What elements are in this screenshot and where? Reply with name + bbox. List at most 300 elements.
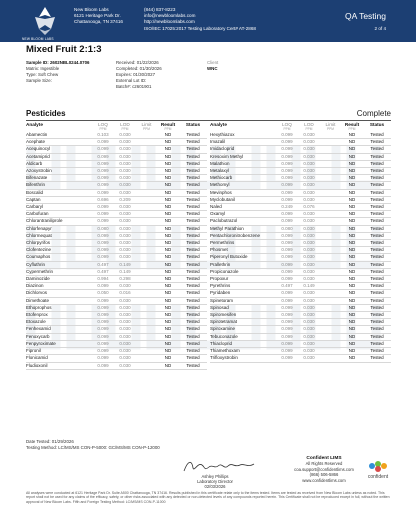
status-cell: Tested (370, 225, 384, 231)
limit-cell (136, 232, 157, 239)
page-number: 2 of 4 (374, 26, 386, 31)
table-row (210, 283, 391, 290)
table-row (210, 225, 391, 232)
table-row (210, 290, 391, 297)
analyte-cell: Bifenazate (26, 175, 48, 181)
status-cell: Tested (186, 247, 200, 253)
analyte-cell: Malathion (210, 160, 230, 166)
status-cell: Tested (370, 146, 384, 152)
loq-cell: 0.099 (281, 340, 293, 346)
sample-id: 2602NBL0244.0706 (49, 60, 90, 65)
analyte-cell: Azoxystrobin (26, 168, 52, 174)
table-header-row (26, 122, 207, 132)
lod-cell: 0.030 (303, 160, 315, 166)
limit-cell (136, 196, 157, 203)
status-cell: Tested (370, 153, 384, 159)
table-header-row (210, 122, 391, 132)
confident-logo-text: confident (367, 474, 389, 480)
analyte-cell: Tebuconazole (210, 333, 238, 339)
table-row (210, 319, 391, 326)
result-cell: ND (348, 254, 356, 260)
lod-cell: 0.030 (303, 304, 315, 310)
limit-cell (320, 297, 341, 304)
analyte-cell: Chlorpyrifos (26, 240, 51, 246)
status-cell: Tested (186, 254, 200, 260)
analyte-cell: Thiamethoxam (210, 348, 240, 354)
testing-info (26, 439, 160, 450)
result-cell: ND (164, 232, 172, 238)
lod-cell: 0.030 (303, 276, 315, 282)
limit-cell (136, 304, 157, 311)
lab-contact (144, 7, 256, 32)
analyte-cell: Fenpyroximate (26, 340, 56, 346)
lims-phone: (866) 506-5866 (309, 472, 339, 478)
limit-cell (136, 160, 157, 167)
status-cell: Tested (370, 247, 384, 253)
analyte-cell: Etofenprox (26, 312, 48, 318)
limit-cell (136, 268, 157, 275)
table-row (26, 348, 207, 355)
client-label: Client (207, 60, 219, 65)
batch-number: Batch#: c2601901 (116, 84, 152, 89)
limit-cell (136, 240, 157, 247)
analyte-cell: Spiroxamine (210, 326, 236, 332)
loq-cell: 0.099 (281, 297, 293, 303)
result-cell: ND (348, 304, 356, 310)
result-cell: ND (348, 132, 356, 137)
analyte-cell: Prallethrin (210, 261, 231, 267)
table-row (26, 175, 207, 182)
section-divider (26, 120, 391, 121)
analyte-cell: Imidacloprid (210, 146, 235, 152)
limit-cell (320, 268, 341, 275)
col-limit: Limit PPM (325, 122, 336, 132)
limit-cell (136, 247, 157, 254)
limit-cell (136, 276, 157, 283)
status-cell: Tested (186, 319, 200, 325)
lod-cell: 0.030 (303, 319, 315, 325)
analyte-cell: Fludioxonil (26, 362, 48, 368)
table-row (210, 218, 391, 225)
document-title: QA Testing (345, 11, 386, 21)
result-cell: ND (164, 283, 172, 289)
analyte-cell: Bifenthrin (26, 182, 46, 188)
loq-cell: 0.099 (97, 232, 109, 238)
result-cell: ND (348, 348, 356, 354)
col-result: Result PPM (344, 122, 360, 132)
lod-cell: 0.030 (119, 326, 131, 332)
loq-cell: 0.099 (97, 362, 109, 368)
analyte-cell: Ethoprophos (26, 304, 52, 310)
analyte-cell: Carbofuran (26, 211, 49, 217)
table-row (26, 276, 207, 283)
loq-cell: 0.994 (97, 276, 109, 282)
loq-cell: 0.099 (281, 254, 293, 260)
analyte-cell: Spinetoram (210, 297, 234, 303)
table-row (210, 204, 391, 211)
result-cell: ND (164, 297, 172, 303)
loq-cell: 0.099 (281, 196, 293, 202)
limit-cell (320, 319, 341, 326)
limit-cell (320, 160, 341, 167)
testing-method: Testing Method: LC/MS/MS CON-P-5000: GC/MS/MS CON-P-12000 (26, 444, 160, 450)
status-cell: Tested (186, 175, 200, 181)
loq-cell: 0.099 (281, 290, 293, 296)
status-cell: Tested (186, 362, 200, 368)
status-cell: Tested (370, 132, 384, 137)
logo-text: NEW BLOOM LABS (22, 37, 54, 41)
table-row (26, 312, 207, 319)
analyte-cell: Pyridaben (210, 290, 231, 296)
result-cell: ND (164, 196, 172, 202)
table-row (210, 232, 391, 239)
lod-cell: 0.209 (119, 196, 131, 202)
lod-cell: 0.030 (119, 333, 131, 339)
result-cell: ND (164, 211, 172, 217)
table-row (26, 146, 207, 153)
result-cell: ND (348, 283, 356, 289)
email: info@newbloomlabs.com (144, 13, 196, 19)
result-cell: ND (348, 290, 356, 296)
limit-cell (136, 182, 157, 189)
result-cell: ND (348, 240, 356, 246)
table-row (210, 240, 391, 247)
loq-cell: 0.497 (281, 283, 293, 289)
table-row (210, 132, 391, 139)
loq-cell: 0.099 (97, 340, 109, 346)
result-cell: ND (348, 160, 356, 166)
loq-cell: 0.497 (97, 268, 109, 274)
limit-cell (136, 146, 157, 153)
status-cell: Tested (370, 268, 384, 274)
lod-cell: 0.149 (303, 283, 315, 289)
loq-cell: 0.099 (281, 153, 293, 159)
status-cell: Tested (186, 218, 200, 224)
result-cell: ND (164, 225, 172, 231)
table-row (26, 211, 207, 218)
result-cell: ND (348, 326, 356, 332)
lod-cell: 0.030 (119, 211, 131, 217)
col-lod: LOD PPM (304, 122, 314, 132)
status-cell: Tested (370, 204, 384, 210)
status-cell: Tested (186, 168, 200, 174)
status-cell: Tested (370, 240, 384, 246)
analyte-cell: Boscalid (26, 189, 44, 195)
status-cell: Tested (370, 290, 384, 296)
lod-cell: 0.030 (119, 204, 131, 210)
result-cell: ND (164, 326, 172, 332)
table-row (210, 304, 391, 311)
status-cell: Tested (186, 153, 200, 159)
loq-cell: 0.099 (97, 168, 109, 174)
status-cell: Tested (370, 304, 384, 310)
result-cell: ND (348, 211, 356, 217)
status-cell: Tested (370, 276, 384, 282)
lod-cell: 0.030 (119, 355, 131, 361)
lod-cell: 0.030 (303, 132, 315, 137)
loq-cell: 0.099 (281, 139, 293, 145)
loq-cell: 0.103 (97, 132, 109, 137)
limit-cell (136, 189, 157, 196)
external-lot: External Lot ID: (116, 78, 147, 83)
table-row (210, 276, 391, 283)
result-cell: ND (164, 319, 172, 325)
lod-cell: 0.030 (303, 211, 315, 217)
result-cell: ND (164, 175, 172, 181)
table-row (210, 182, 391, 189)
limit-cell (136, 319, 157, 326)
signer-block (170, 474, 260, 490)
lod-cell: 0.030 (119, 283, 131, 289)
loq-cell: 0.099 (97, 283, 109, 289)
loq-cell: 0.099 (97, 218, 109, 224)
loq-cell: 0.080 (281, 225, 293, 231)
result-cell: ND (348, 146, 356, 152)
lod-cell: 0.030 (119, 175, 131, 181)
result-cell: ND (164, 204, 172, 210)
lod-cell: 0.030 (303, 254, 315, 260)
loq-cell: 0.099 (281, 247, 293, 253)
table-row (26, 139, 207, 146)
address-line-2: Chattanooga, TN 37416 (74, 19, 123, 25)
status-cell: Tested (186, 326, 200, 332)
table-row (26, 189, 207, 196)
sample-size: Sample Size: (26, 78, 52, 83)
table-row (26, 254, 207, 261)
limit-cell (320, 189, 341, 196)
limit-cell (136, 362, 157, 369)
result-cell: ND (348, 268, 356, 274)
lab-address (74, 7, 123, 26)
table-row (26, 297, 207, 304)
analyte-cell: Metalaxyl (210, 168, 230, 174)
result-cell: ND (348, 204, 356, 210)
analyte-cell: Hexythiazox (210, 132, 235, 137)
website: http://newbloomlabs.com (144, 19, 195, 25)
loq-cell: 0.099 (97, 204, 109, 210)
analyte-cell: Captan (26, 196, 41, 202)
sample-info (26, 60, 89, 84)
loq-cell: 0.099 (281, 160, 293, 166)
result-cell: ND (164, 276, 172, 282)
result-cell: ND (164, 189, 172, 195)
result-cell: ND (348, 319, 356, 325)
loq-cell: 0.099 (97, 240, 109, 246)
pesticides-table-right (210, 122, 391, 363)
completed-date: Completed: 01/30/2026 (116, 66, 162, 71)
lod-cell: 0.030 (119, 247, 131, 253)
result-cell: ND (164, 348, 172, 354)
loq-cell: 0.099 (97, 146, 109, 152)
analyte-cell: Spinosad (210, 304, 229, 310)
loq-cell: 0.099 (97, 312, 109, 318)
analyte-cell: Naled (210, 204, 222, 210)
lod-cell: 0.030 (303, 175, 315, 181)
limit-cell (320, 146, 341, 153)
result-cell: ND (348, 182, 356, 188)
disclaimer: All analyses were conducted at 6121 Heritage Park Dr. Suite A500 Chattanooga, TN 37416. Results published in this certificate relate only to the items tested. Items are tested as received from New Bloom Labs unless as noted. This report shall not be used for any claims of the efficacy, safety, or other risks associated with any detected or non-detected levels of any compounds reported herein. This Certificate shall not be reproduced except in full, without the written approval of New Bloom Labs. Fifth and Foreign Testing Method: LC/MS/MS CON-P-11000 (26, 491, 390, 504)
status-cell: Tested (186, 240, 200, 246)
result-cell: ND (164, 261, 172, 267)
accreditation: ISO/IEC 17025:2017 Testing Laboratory Cert# AT-2868 (144, 25, 256, 31)
address-line-1: 6121 Heritage Park Dr. (74, 13, 121, 19)
status-cell: Tested (370, 340, 384, 346)
status-cell: Tested (186, 139, 200, 145)
result-cell: ND (164, 182, 172, 188)
limit-cell (320, 218, 341, 225)
table-row (210, 333, 391, 340)
result-cell: ND (164, 146, 172, 152)
loq-cell: 0.099 (97, 160, 109, 166)
analyte-cell: Daminozide (26, 276, 50, 282)
lod-cell: 0.030 (119, 297, 131, 303)
status-cell: Tested (186, 182, 200, 188)
loq-cell: 0.099 (97, 211, 109, 217)
lod-cell: 0.030 (119, 189, 131, 195)
phone: (844) 837-8223 (144, 7, 176, 12)
result-cell: ND (348, 312, 356, 318)
lod-cell: 0.030 (119, 153, 131, 159)
loq-cell: 0.099 (281, 240, 293, 246)
limit-cell (136, 340, 157, 347)
result-cell: ND (348, 218, 356, 224)
lod-cell: 0.149 (119, 261, 131, 267)
limit-cell (136, 326, 157, 333)
result-cell: ND (348, 225, 356, 231)
lod-cell: 0.030 (303, 312, 315, 318)
limit-cell (320, 254, 341, 261)
header-band (0, 0, 416, 42)
status-cell: Tested (370, 283, 384, 289)
analyte-cell: Thiacloprid (210, 340, 233, 346)
analyte-cell: Oxamyl (210, 211, 226, 217)
limit-cell (320, 312, 341, 319)
table-row (210, 312, 391, 319)
loq-cell: 0.099 (281, 312, 293, 318)
table-row (210, 348, 391, 355)
status-cell: Tested (186, 333, 200, 339)
lod-cell: 0.030 (119, 319, 131, 325)
table-row (210, 189, 391, 196)
lod-cell: 0.030 (119, 348, 131, 354)
status-cell: Tested (370, 355, 384, 361)
analyte-cell: Carbaryl (26, 204, 44, 210)
status-cell: Tested (370, 232, 384, 238)
lod-cell: 0.030 (303, 297, 315, 303)
loq-cell: 0.099 (281, 268, 293, 274)
limit-cell (320, 168, 341, 175)
lod-cell: 0.030 (303, 268, 315, 274)
limit-cell (136, 175, 157, 182)
loq-cell: 0.099 (281, 132, 293, 137)
received-date: Received: 01/22/2026 (116, 60, 159, 65)
lod-cell: 0.030 (303, 139, 315, 145)
lod-cell: 0.030 (303, 189, 315, 195)
loq-cell: 0.099 (281, 304, 293, 310)
status-cell: Tested (186, 340, 200, 346)
limit-cell (320, 340, 341, 347)
table-row (26, 290, 207, 297)
loq-cell: 0.099 (97, 153, 109, 159)
limit-cell (320, 304, 341, 311)
limit-cell (320, 211, 341, 218)
lod-cell: 0.030 (119, 340, 131, 346)
status-cell: Tested (370, 189, 384, 195)
limit-cell (320, 232, 341, 239)
lims-email: coa.support@confidentlims.com (294, 466, 354, 472)
limit-cell (320, 153, 341, 160)
loq-cell: 0.099 (97, 139, 109, 145)
limit-cell (320, 240, 341, 247)
loq-cell: 0.099 (97, 355, 109, 361)
lod-cell: 0.030 (303, 182, 315, 188)
lod-cell: 0.030 (303, 348, 315, 354)
status-cell: Tested (186, 160, 200, 166)
loq-cell: 0.099 (281, 319, 293, 325)
result-cell: ND (164, 312, 172, 318)
lod-cell: 0.030 (303, 261, 315, 267)
loq-cell: 0.099 (97, 333, 109, 339)
limit-cell (136, 283, 157, 290)
loq-cell: 0.099 (281, 146, 293, 152)
status-cell: Tested (186, 232, 200, 238)
col-result: Result PPM (160, 122, 176, 132)
lod-cell: 0.030 (119, 304, 131, 310)
col-loq: LOQ PPM (98, 122, 108, 132)
result-cell: ND (164, 218, 172, 224)
analyte-cell: Diazinon (26, 283, 44, 289)
confident-logo-icon (361, 459, 395, 481)
analyte-cell: Chlormequat (26, 232, 52, 238)
client-info (207, 60, 218, 72)
status-cell: Tested (370, 175, 384, 181)
section-title: Pesticides (26, 109, 66, 118)
result-cell: ND (164, 247, 172, 253)
table-row (210, 196, 391, 203)
limit-cell (320, 261, 341, 268)
result-cell: ND (164, 168, 172, 174)
lod-cell: 0.149 (119, 268, 131, 274)
table-row (210, 160, 391, 167)
result-cell: ND (164, 153, 172, 159)
table-row (26, 132, 207, 139)
col-status: Status (369, 122, 385, 127)
lod-cell: 0.030 (119, 254, 131, 260)
status-cell: Tested (186, 297, 200, 303)
client-name: WNC (207, 66, 218, 71)
loq-cell: 0.099 (97, 297, 109, 303)
analyte-cell: Myclobutanil (210, 196, 236, 202)
table-row (26, 362, 207, 369)
limit-cell (136, 168, 157, 175)
table-row (26, 232, 207, 239)
new-bloom-labs-logo-icon (29, 5, 61, 39)
matrix: Matrix: Ingestible (26, 66, 60, 71)
status-cell: Tested (370, 211, 384, 217)
product-name: Mixed Fruit 2:1:3 (26, 44, 102, 55)
result-cell: ND (348, 153, 356, 159)
lod-cell: 0.076 (303, 204, 315, 210)
analyte-cell: Kresoxim Methyl (210, 153, 244, 159)
result-cell: ND (164, 304, 172, 310)
analyte-cell: Methyl Parathion (210, 225, 244, 231)
date-tested: Date Tested: 01/29/2026 (26, 439, 74, 444)
status-cell: Tested (186, 225, 200, 231)
table-row (210, 153, 391, 160)
lod-cell: 0.030 (303, 196, 315, 202)
dates-info (116, 60, 162, 90)
result-cell: ND (348, 175, 356, 181)
